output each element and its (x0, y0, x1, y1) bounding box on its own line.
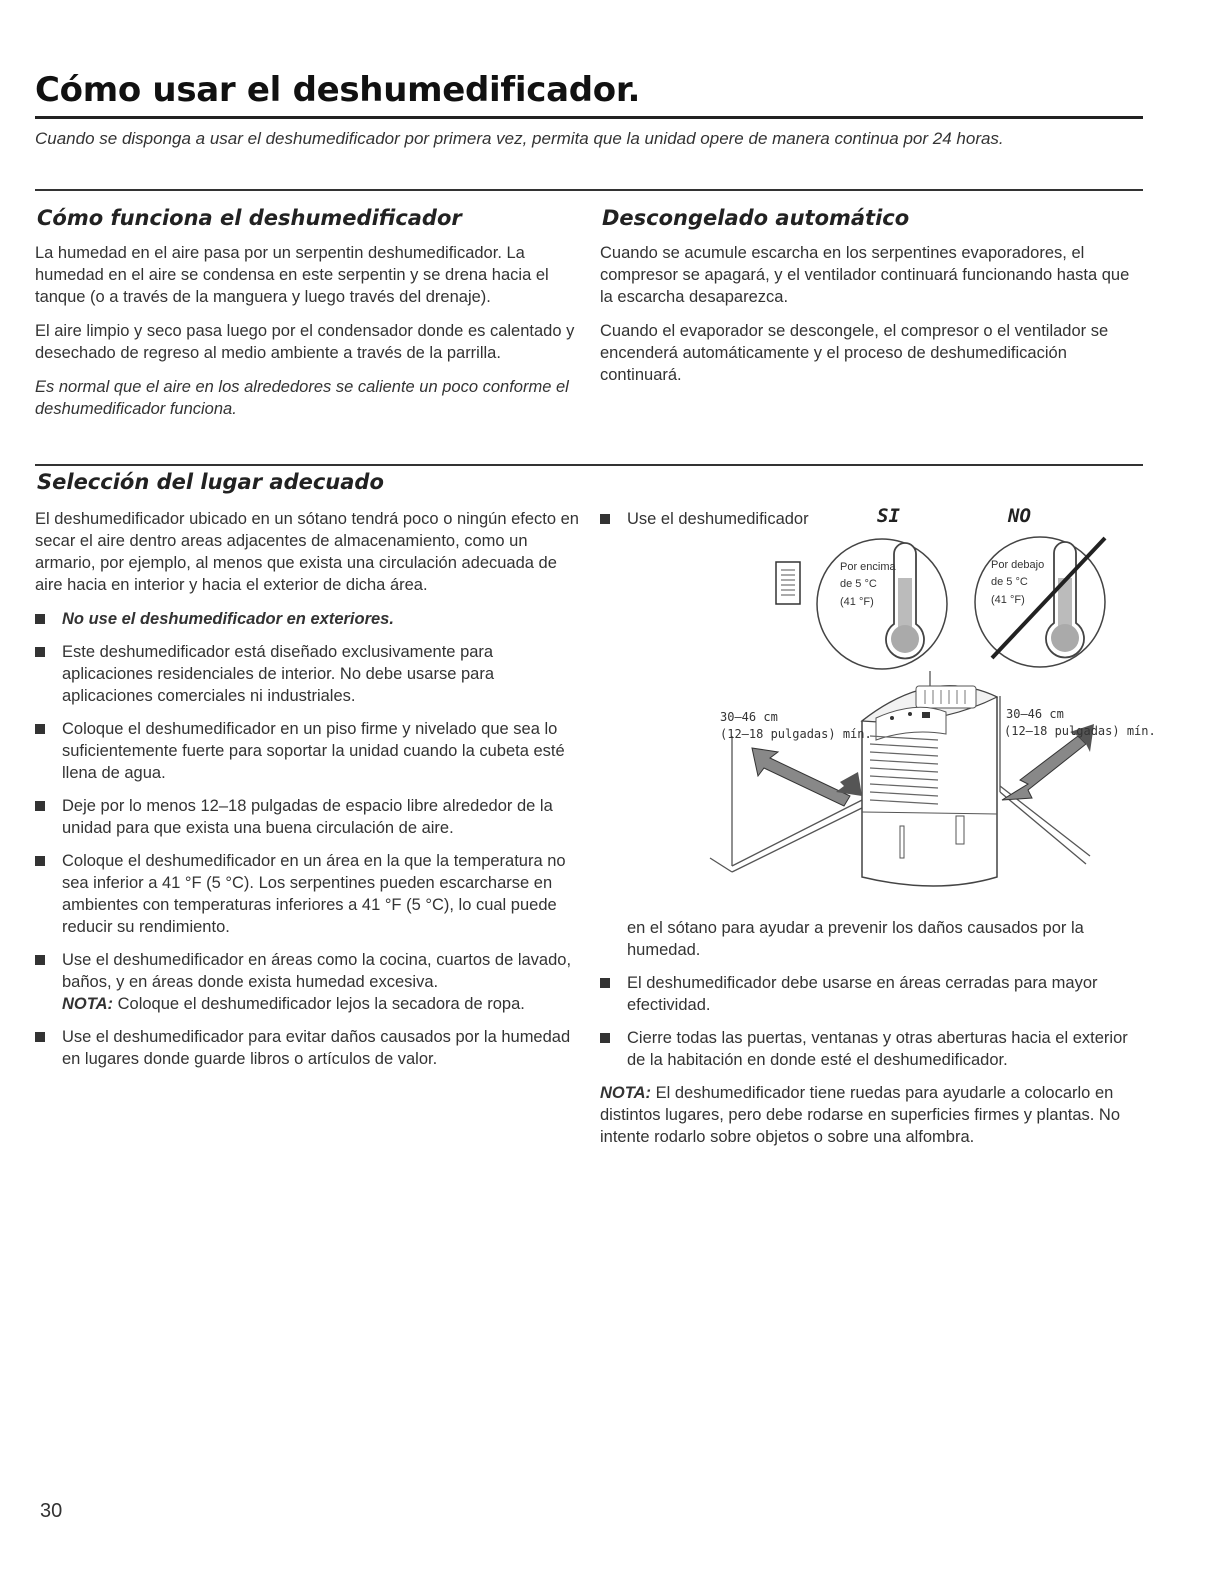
section-rule (35, 464, 1143, 466)
left-clearance-in: (12–18 pulgadas) mín. (720, 727, 872, 741)
no-thermometer-icon (975, 537, 1105, 667)
how-it-works-note: Es normal que el aire en los alrededores se caliente un poco conforme el deshumedificador funciona. (35, 378, 569, 418)
bullet-text: El deshumedificador debe usarse en áreas cerradas para mayor efectividad. (627, 974, 1098, 1014)
right-clearance-in: (12–18 pulgadas) mín. (1004, 724, 1156, 738)
list-item (35, 795, 583, 839)
bullet-square-icon (35, 647, 45, 657)
list-item (35, 949, 583, 1015)
wheels-note (600, 1082, 1145, 1148)
list-item (600, 972, 1145, 1016)
bullet-text: Use el deshumedificador para evitar daños causados por la humedad en lugares donde guarde libros o artículos de valor. (62, 1028, 571, 1068)
bullet-text: Deje por lo menos 12–18 pulgadas de espacio libre alrededor de la unidad para que exista una buena circulación de aire. (62, 797, 553, 837)
defrost-section (600, 242, 1145, 398)
placement-illustration (600, 496, 1156, 906)
right-clearance-cm: 30–46 cm (1006, 707, 1064, 721)
location-bullet-list (35, 608, 583, 1070)
left-clearance-arrow-icon (752, 748, 862, 806)
document-icon (776, 562, 800, 604)
list-item (35, 1026, 583, 1070)
no-temp-f: (41 °F) (991, 594, 1025, 606)
si-temp-c: de 5 °C (840, 578, 877, 590)
right-column (600, 917, 1145, 1160)
bullet-square-icon (600, 978, 610, 988)
page-title: Cómo usar el deshumedificador. (35, 70, 641, 110)
defrost-p2: Cuando el evaporador se descongele, el compresor o el ventilador se encenderá automáticamente y el proceso de deshumedificación continuará. (600, 322, 1109, 384)
bullet-text: Use el deshumedificador en áreas como la cocina, cuartos de lavado, baños, y en áreas donde exista humedad excesiva. (62, 951, 572, 991)
title-rule (35, 116, 1143, 119)
si-label: SI (877, 505, 900, 527)
how-it-works-heading: Cómo funciona el deshumedificador (37, 206, 462, 230)
intro-rule (35, 189, 1143, 191)
list-item (35, 850, 583, 938)
intro-text: Cuando se disponga a usar el deshumedificador por primera vez, permita que la unidad opere de manera continua por 24 horas. (35, 129, 1004, 148)
bullet-square-icon (600, 1033, 610, 1043)
defrost-heading: Descongelado automático (602, 206, 910, 230)
dehumidifier-unit (862, 686, 997, 886)
how-it-works-p2: El aire limpio y seco pasa luego por el condensador donde es calentado y desechado de regreso al medio ambiente a través de la parrilla. (35, 322, 575, 362)
bold-bullet-text: No use el deshumedificador en exteriores. (62, 610, 394, 628)
bullet-continuation: en el sótano para ayudar a prevenir los daños causados por la humedad. (627, 919, 1084, 959)
note-label: NOTA: (600, 1084, 652, 1102)
page-number: 30 (40, 1500, 63, 1522)
bullet-text: Coloque el deshumedificador en un área en la que la temperatura no sea inferior a 41 °F (5 °C). Los serpentines pueden escarcharse en ambientes con temperaturas inferiores a 41 °F (5 °C), lo cual puede reducir su rendimiento. (62, 852, 566, 936)
left-clearance-cm: 30–46 cm (720, 710, 778, 724)
bullet-square-icon (35, 801, 45, 811)
bullet-text: Este deshumedificador está diseñado exclusivamente para aplicaciones residenciales de interior. No debe usarse para aplicaciones comerciales ni industriales. (62, 643, 495, 705)
how-it-works-p1: La humedad en el aire pasa por un serpentin deshumedificador. La humedad en el aire se condensa en este serpentin y se drena hacia el tanque (o a través de la manguera y luego través del drenaje). (35, 244, 549, 306)
location-section (35, 508, 583, 1081)
bullet-text: Use el deshumedificador (627, 510, 809, 528)
no-label: NO (1008, 505, 1031, 527)
note-label: NOTA: (62, 995, 114, 1013)
bullet-square-icon (35, 955, 45, 965)
list-item (35, 608, 583, 630)
defrost-p1: Cuando se acumule escarcha en los serpentines evaporadores, el compresor se apagará, y el ventilador continuará funcionando hasta que la escarcha desaparezca. (600, 244, 1130, 306)
location-intro: El deshumedificador ubicado en un sótano tendrá poco o ningún efecto en secar el aire dentro areas adjacentes de almacenamiento, como un armario, por ejemplo, al menos que exista una circulación adecuada de aire hacia en interior y hacia el exterior de dicha área. (35, 510, 579, 594)
right-bullet-list (600, 972, 1145, 1071)
how-it-works-section (35, 242, 580, 432)
bullet-text: Coloque el deshumedificador en un piso firme y nivelado que sea lo suficientemente fuerte para soportar la unidad cuando la cubeta esté llena de agua. (62, 720, 565, 782)
bullet-square-icon (35, 724, 45, 734)
bullet-square-icon (35, 614, 45, 624)
si-temp-f: (41 °F) (840, 596, 874, 608)
bullet-text: Cierre todas las puertas, ventanas y otras aberturas hacia el exterior de la habitación en donde esté el deshumedificador. (627, 1029, 1128, 1069)
note-text: Coloque el deshumedificador lejos la secadora de ropa. (113, 995, 525, 1013)
note-text: El deshumedificador tiene ruedas para ayudarle a colocarlo en distintos lugares, pero debe rodarse en superficies firmes y plantas. No intente rodarlo sobre objetos o sobre una alfombra. (600, 1084, 1121, 1146)
si-above-text: Por encima (840, 561, 896, 573)
list-item (600, 1027, 1145, 1071)
no-below-text: Por debajo (991, 559, 1045, 571)
location-heading: Selección del lugar adecuado (37, 470, 384, 494)
bullet-square-icon (35, 856, 45, 866)
bullet-square-icon (35, 1032, 45, 1042)
no-temp-c: de 5 °C (991, 576, 1028, 588)
thermometer-icon (817, 539, 947, 669)
list-item (35, 641, 583, 707)
list-item (35, 718, 583, 784)
